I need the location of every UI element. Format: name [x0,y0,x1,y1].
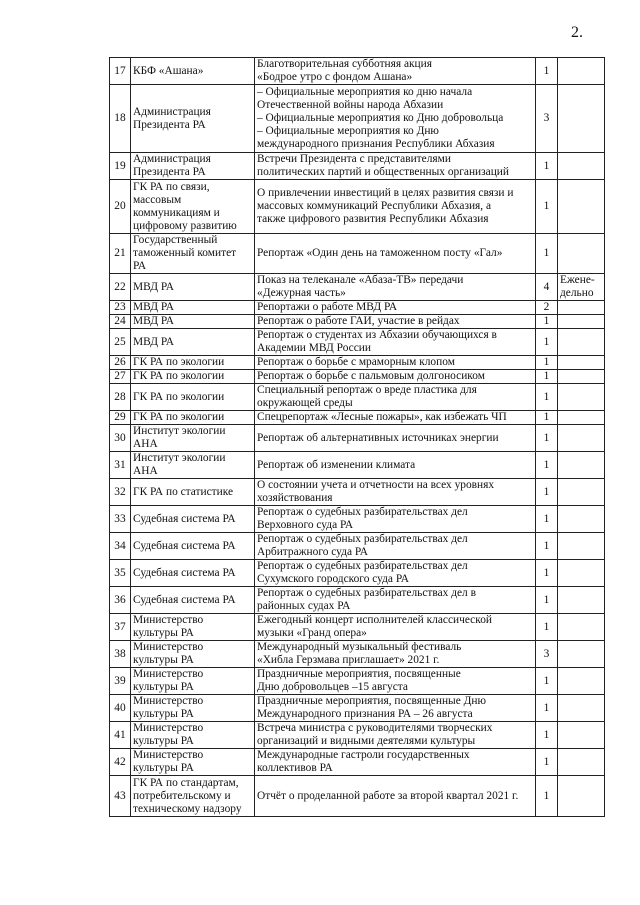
count-cell: 3 [536,85,558,153]
table-row [110,234,605,274]
row-number: 27 [110,370,131,384]
event-description-cell-line: Репортажи о работе МВД РА [257,301,398,313]
organization-cell [131,85,255,153]
event-description-cell-line: Спецрепортаж «Лесные пожары», как избежать ЧП [257,411,507,423]
note-cell [558,506,605,533]
event-description-cell-line: Ежегодный концерт исполнителей классической [257,614,492,626]
event-description-cell-line: организаций и видными деятелями культуры [257,735,476,747]
note-cell [558,587,605,614]
organization-cell-line: АНА [133,465,158,477]
event-description-cell-line: хозяйствования [257,492,333,504]
organization-cell-line: культуры РА [133,681,194,693]
organization-cell [131,695,255,722]
table-row [110,506,605,533]
note-cell [558,180,605,234]
table-row [110,587,605,614]
organization-cell-line: таможенный комитет [133,247,237,259]
event-description-cell-line: «Бодрое утро с фондом Ашана» [257,71,413,83]
note-cell [558,384,605,411]
count-cell: 1 [536,614,558,641]
organization-cell-line: Институт экологии [133,452,226,464]
organization-cell [131,506,255,533]
organization-cell-line: Администрация [133,153,211,165]
event-description-cell [255,722,536,749]
event-description-cell-line: Репортаж о судебных разбирательствах дел [257,533,468,545]
count-cell: 4 [536,274,558,301]
event-description-cell-line: массовых коммуникаций Республики Абхазия, а [257,200,492,212]
event-description-cell-line: международного признания Республики Абхазия [257,138,495,150]
event-description-cell [255,58,536,85]
organization-cell-line: Администрация [133,105,211,118]
row-number: 24 [110,315,131,329]
event-description-cell [255,411,536,425]
organization-cell-line: культуры РА [133,708,194,720]
count-cell: 1 [536,776,558,817]
organization-cell [131,587,255,614]
row-number: 39 [110,668,131,695]
event-description-cell [255,533,536,560]
event-description-cell [255,274,536,301]
event-description-cell [255,153,536,180]
count-cell: 1 [536,722,558,749]
row-number: 38 [110,641,131,668]
note-cell [558,479,605,506]
organization-cell-line: Министерство [133,668,204,680]
table-row [110,425,605,452]
organization-cell-line: Министерство [133,641,204,653]
organization-cell [131,749,255,776]
organization-cell-line: Министерство [133,695,204,707]
event-description-cell [255,614,536,641]
note-cell [558,234,605,274]
table-row [110,85,605,153]
event-description-cell-line: Репортаж о студентах из Абхазии обучающихся в [257,329,497,341]
organization-cell [131,234,255,274]
table-row [110,370,605,384]
count-cell: 1 [536,411,558,425]
table-row [110,58,605,85]
events-table [109,57,605,817]
table-row [110,274,605,301]
event-description-cell-line: Репортаж об изменении климата [257,458,416,471]
organization-cell [131,533,255,560]
organization-cell-line: ГК РА по статистике [133,485,234,498]
organization-cell [131,356,255,370]
event-description-cell-line: «Дежурная часть» [257,287,346,299]
event-description-cell-line: Международные гастроли государственных [257,749,470,761]
row-number: 17 [110,58,131,85]
count-cell: 1 [536,533,558,560]
organization-cell-line: АНА [133,438,158,450]
row-number: 29 [110,411,131,425]
event-description-cell [255,452,536,479]
count-cell: 3 [536,641,558,668]
row-number: 31 [110,452,131,479]
row-number: 35 [110,560,131,587]
organization-cell-line: Институт экологии [133,425,226,437]
row-number: 32 [110,479,131,506]
note-cell [558,668,605,695]
count-cell: 1 [536,180,558,234]
note-cell [558,58,605,85]
event-description-cell-line: «Хибла Герзмава приглашает» 2021 г. [257,654,440,666]
event-description-cell-line: Международного признания РА – 26 августа [257,708,473,720]
note-cell [558,641,605,668]
note-cell [558,452,605,479]
note-cell [558,85,605,153]
note-cell-line: дельно [560,287,594,299]
row-number: 30 [110,425,131,452]
note-cell [558,695,605,722]
table-row [110,614,605,641]
organization-cell-line: массовым [133,193,182,206]
organization-cell-line: МВД РА [133,301,175,313]
table-row [110,301,605,315]
row-number: 21 [110,234,131,274]
count-cell: 1 [536,668,558,695]
event-description-cell [255,776,536,817]
organization-cell-line: потребительскому и [133,789,231,802]
event-description-cell-line: Верховного суда РА [257,519,354,531]
event-description-cell-line: – Официальные мероприятия ко дню начала [257,86,473,98]
organization-cell-line: культуры РА [133,627,194,639]
organization-cell [131,452,255,479]
event-description-cell-line: Репортаж о борьбе с пальмовым долгоносиком [257,370,485,382]
organization-cell [131,370,255,384]
organization-cell [131,776,255,817]
count-cell: 1 [536,695,558,722]
row-number: 23 [110,301,131,315]
event-description-cell-line: О привлечении инвестиций в целях развития связи и [257,187,514,199]
organization-cell-line: Судебная система РА [133,512,236,525]
organization-cell [131,153,255,180]
event-description-cell-line: Дню добровольцев –15 августа [257,681,408,693]
event-description-cell-line: коллективов РА [257,762,333,774]
count-cell: 1 [536,506,558,533]
organization-cell-line: культуры РА [133,654,194,666]
event-description-cell-line: Международный музыкальный фестиваль [257,641,462,653]
row-number: 18 [110,85,131,153]
event-description-cell-line: Репортаж о судебных разбирательствах дел в [257,587,476,599]
event-description-cell-line: Репортаж о судебных разбирательствах дел [257,506,468,518]
row-number: 37 [110,614,131,641]
table-row [110,641,605,668]
row-number: 22 [110,274,131,301]
event-description-cell-line: Репортаж о борьбе с мраморным клопом [257,356,455,368]
organization-cell [131,722,255,749]
event-description-cell-line: Встреча министра с руководителями творческих [257,722,493,734]
organization-cell-line: культуры РА [133,735,194,747]
row-number: 33 [110,506,131,533]
event-description-cell [255,425,536,452]
organization-cell [131,479,255,506]
organization-cell-line: Министерство [133,614,204,626]
note-cell [558,329,605,356]
note-cell [558,749,605,776]
table-row [110,356,605,370]
table-row [110,479,605,506]
organization-cell-line: МВД РА [133,315,175,327]
table-row [110,722,605,749]
event-description-cell-line: Репортаж о работе ГАИ, участие в рейдах [257,315,460,327]
table-row [110,411,605,425]
count-cell: 1 [536,479,558,506]
event-description-cell-line: Благотворительная субботняя акция [257,58,432,70]
event-description-cell-line: Специальный репортаж о вреде пластика для [257,384,477,396]
organization-cell-line: Государственный [133,234,218,246]
event-description-cell [255,479,536,506]
event-description-cell-line: – Официальные мероприятия ко Дню добровольца [257,112,504,124]
row-number: 42 [110,749,131,776]
event-description-cell-line: политических партий и общественных организаций [257,166,509,178]
table-row [110,560,605,587]
note-cell [558,274,605,301]
count-cell: 1 [536,749,558,776]
row-number: 41 [110,722,131,749]
event-description-cell-line: Показ на телеканале «Абаза-ТВ» передачи [257,274,464,286]
count-cell: 2 [536,301,558,315]
event-description-cell-line: Отчёт о проделанной работе за второй квартал 2021 г. [257,789,519,802]
organization-cell [131,425,255,452]
table-row [110,180,605,234]
count-cell: 1 [536,356,558,370]
table-row [110,315,605,329]
organization-cell-line: МВД РА [133,280,175,293]
count-cell: 1 [536,384,558,411]
event-description-cell [255,641,536,668]
count-cell: 1 [536,425,558,452]
organization-cell-line: ГК РА по экологии [133,356,225,368]
count-cell: 1 [536,587,558,614]
note-cell [558,533,605,560]
event-description-cell [255,315,536,329]
event-description-cell-line: также цифрового развития Республики Абхазия [257,213,489,225]
count-cell: 1 [536,234,558,274]
organization-cell-line: Президента РА [133,166,206,178]
organization-cell-line: РА [133,260,147,272]
note-cell [558,722,605,749]
event-description-cell [255,384,536,411]
event-description-cell [255,560,536,587]
organization-cell-line: КБФ «Ашана» [133,64,204,77]
event-description-cell [255,506,536,533]
row-number: 19 [110,153,131,180]
table-row [110,384,605,411]
event-description-cell-line: Академии МВД России [257,342,371,354]
event-description-cell-line: окружающей среды [257,397,353,409]
event-description-cell [255,695,536,722]
organization-cell [131,641,255,668]
organization-cell-line: цифровому развитию [133,219,237,232]
table-row [110,153,605,180]
note-cell [558,776,605,817]
event-description-cell-line: – Официальные мероприятия ко Дню [257,125,439,137]
note-cell [558,370,605,384]
organization-cell [131,274,255,301]
organization-cell [131,315,255,329]
row-number: 25 [110,329,131,356]
row-number: 43 [110,776,131,817]
organization-cell-line: МВД РА [133,335,175,348]
event-description-cell-line: Репортаж «Один день на таможенном посту «Гал» [257,247,503,259]
organization-cell-line: ГК РА по экологии [133,390,225,403]
count-cell: 1 [536,153,558,180]
organization-cell-line: ГК РА по стандартам, [133,776,239,789]
event-description-cell [255,180,536,234]
organization-cell [131,58,255,85]
event-description-cell [255,301,536,315]
note-cell [558,425,605,452]
table-row [110,329,605,356]
organization-cell [131,560,255,587]
organization-cell-line: ГК РА по экологии [133,370,225,382]
page-number: 2. [571,24,583,41]
event-description-cell-line: Репортаж об альтернативных источниках энергии [257,431,499,444]
row-number: 20 [110,180,131,234]
row-number: 28 [110,384,131,411]
event-description-cell-line: Праздничные мероприятия, посвященные [257,668,461,680]
count-cell: 1 [536,370,558,384]
event-description-cell-line: музыки «Гранд опера» [257,627,367,639]
event-description-cell-line: Сухумского городского суда РА [257,573,409,585]
event-description-cell-line: Арбитражного суда РА [257,546,368,558]
row-number: 40 [110,695,131,722]
row-number: 34 [110,533,131,560]
event-description-cell-line: районных судах РА [257,600,351,612]
organization-cell-line: ГК РА по экологии [133,411,225,423]
table-row [110,668,605,695]
organization-cell-line: ГК РА по связи, [133,180,210,193]
organization-cell [131,668,255,695]
organization-cell-line: культуры РА [133,762,194,774]
organization-cell-line: Президента РА [133,118,206,131]
organization-cell [131,384,255,411]
organization-cell-line: Судебная система РА [133,593,236,606]
count-cell: 1 [536,452,558,479]
event-description-cell-line: Праздничные мероприятия, посвященные Дню [257,695,486,707]
organization-cell-line: Судебная система РА [133,539,236,552]
count-cell: 1 [536,58,558,85]
row-number: 26 [110,356,131,370]
note-cell [558,614,605,641]
organization-cell-line: Министерство [133,749,204,761]
event-description-cell-line: Отечественной войны народа Абхазии [257,99,444,111]
note-cell-line: Еженe- [560,274,595,286]
event-description-cell [255,749,536,776]
event-description-cell-line: Репортаж о судебных разбирательствах дел [257,560,468,572]
event-description-cell [255,234,536,274]
table-row [110,749,605,776]
row-number: 36 [110,587,131,614]
event-description-cell [255,668,536,695]
note-cell [558,560,605,587]
organization-cell [131,329,255,356]
table-row [110,776,605,817]
organization-cell [131,180,255,234]
note-cell [558,315,605,329]
table-row [110,452,605,479]
event-description-cell-line: О состоянии учета и отчетности на всех уровнях [257,479,495,491]
organization-cell-line: Министерство [133,722,204,734]
note-cell [558,411,605,425]
table-row [110,695,605,722]
event-description-cell [255,370,536,384]
event-description-cell [255,329,536,356]
organization-cell [131,411,255,425]
organization-cell [131,614,255,641]
count-cell: 1 [536,315,558,329]
note-cell [558,356,605,370]
note-cell [558,301,605,315]
event-description-cell [255,587,536,614]
organization-cell-line: Судебная система РА [133,566,236,579]
event-description-cell [255,356,536,370]
count-cell: 1 [536,560,558,587]
organization-cell [131,301,255,315]
event-description-cell-line: Встречи Президента с представителями [257,153,451,165]
organization-cell-line: коммуникациям и [133,206,220,219]
event-description-cell [255,85,536,153]
count-cell: 1 [536,329,558,356]
organization-cell-line: техническому надзору [133,802,242,815]
table-row [110,533,605,560]
note-cell [558,153,605,180]
